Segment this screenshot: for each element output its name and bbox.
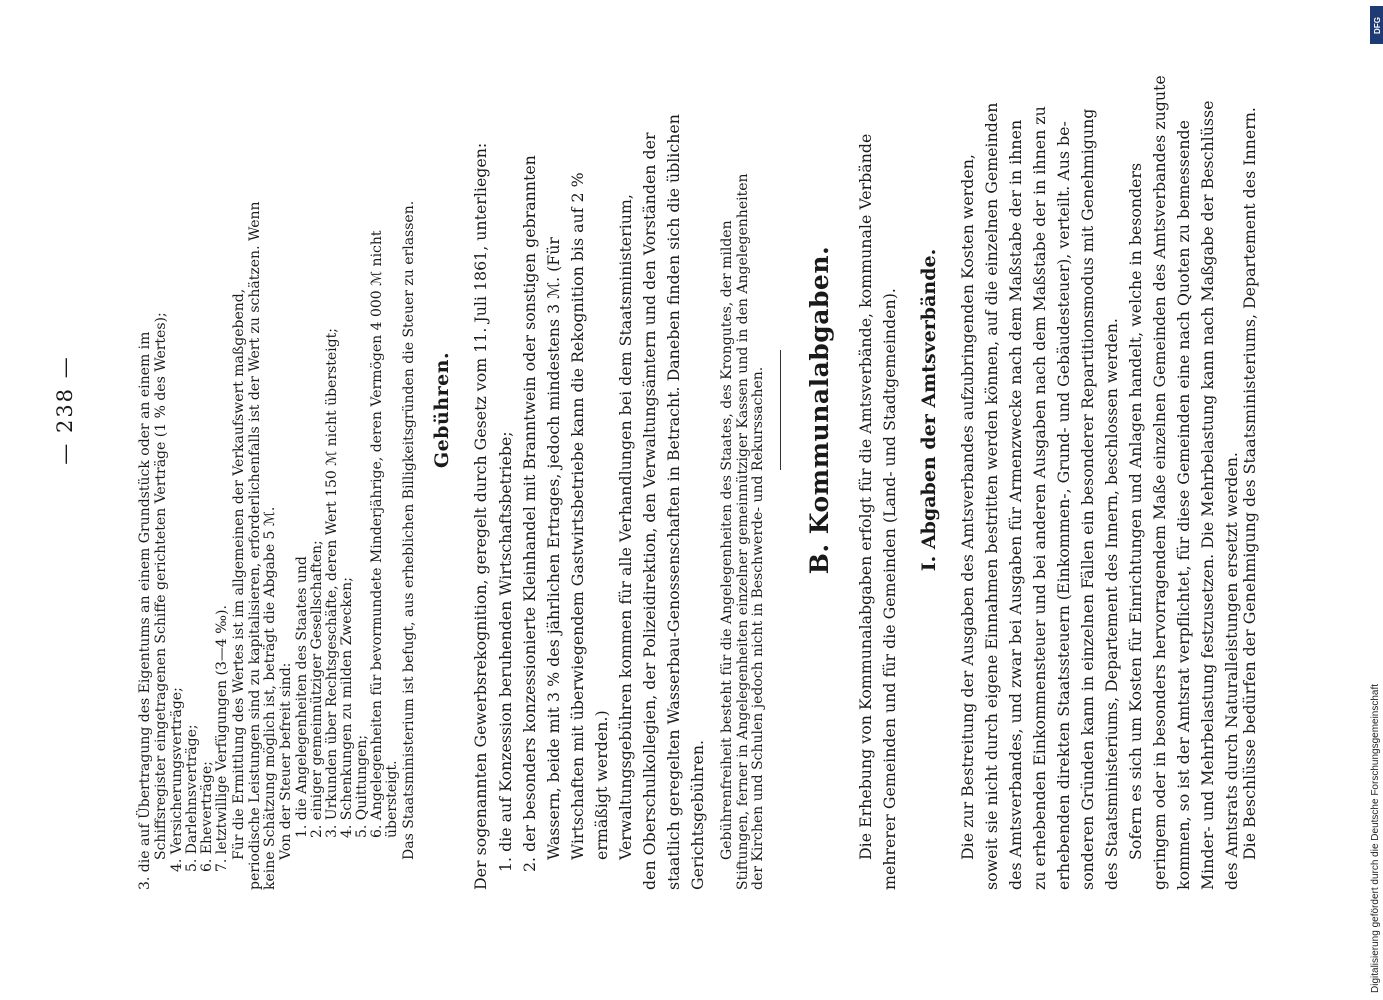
- text-line: 6. Angelegenheiten für bevormundete Minderjährige, deren Vermögen 4 000 ℳ nicht: [369, 230, 385, 838]
- text-line: Die Erhebung von Kommunalabgaben erfolgt für die Amtsverbände, kommunale Verbände: [856, 133, 875, 860]
- text-line: keine Schätzung möglich ist, beträgt die Abgabe 5 ℳ.: [262, 506, 278, 890]
- text-line: staatlich geregelten Wasserbau-Genossenschaften in Betracht. Daneben finden sich die üblichen: [664, 114, 683, 890]
- section-heading-kommunalabgaben: B. Kommunalabgaben.: [805, 245, 834, 575]
- text-line: 3. Urkunden über Rechtsgeschäfte, deren Wert 150 ℳ nicht übersteigt;: [324, 328, 340, 838]
- text-line: Gerichtsgebühren.: [688, 739, 707, 890]
- text-line: Die Beschlüsse bedürfen der Genehmigung des Staatsministeriums, Departement des Innern.: [1240, 107, 1259, 860]
- digitization-credit: [1366, 8, 1383, 998]
- section-heading-amtsverbaende: I. Abgaben der Amtsverbände.: [918, 248, 940, 572]
- text-line: den Oberschulkollegien, der Polizeidirektion, den Verwaltungsämtern und den Vorständen der: [640, 132, 659, 890]
- text-line: Der sogenannten Gewerbsrekognition, geregelt durch Gesetz vom 11. Juli 1861, unterliegen:: [471, 142, 490, 890]
- text-line: 6. Eheverträge;: [199, 761, 215, 872]
- text-line: Von der Steuer befreit sind:: [278, 662, 294, 860]
- page-number: — 238 —: [53, 355, 77, 465]
- text-line: 3. die auf Übertragung des Eigentums an einem Grundstück oder an einem im: [137, 331, 153, 890]
- text-line: Sofern es sich um Kosten für Einrichtungen und Anlagen handelt, welche in besonders: [1126, 162, 1145, 860]
- text-line: zu erhebenden Einkommensteuer und bei anderen Ausgaben nach dem Maßstabe der in ihnen zu: [1030, 106, 1049, 890]
- section-heading-gebuehren: Gebühren.: [431, 351, 453, 469]
- text-line: soweit sie nicht durch eigene Einnahmen bestritten werden können, auf die einzelnen Gemeinden: [982, 102, 1001, 890]
- text-line: übersteigt.: [384, 760, 400, 838]
- text-line: 7. letztwillige Verfügungen (3—4 ‰).: [214, 605, 230, 872]
- text-line: sonderen Gründen kann in einzelnen Fällen ein besonderer Repartitionsmodus mit Genehmigung: [1078, 108, 1097, 890]
- text-line-small: Gebührenfreiheit besteht für die Angelegenheiten des Staates, des Krongutes, der milden: [719, 220, 735, 860]
- text-line: des Amtsverbandes, und zwar bei Ausgaben für Armenzwecke nach dem Maßstabe der in ihnen: [1006, 119, 1025, 890]
- text-line: kommen, so ist der Amtsrat verpflichtet, für diese Gemeinden eine nach Quoten zu bemessende: [1174, 120, 1193, 890]
- text-line: Schiffsregister eingetragenen Schiffe gerichteten Verträge (1 % des Wertes);: [153, 312, 169, 860]
- dfg-logo-text: DFG: [1372, 16, 1382, 34]
- text-line: Die zur Bestreitung der Ausgaben des Amtsverbandes aufzubringenden Kosten werden,: [958, 154, 977, 860]
- text-line: des Staatsministeriums, Departement des Innern, beschlossen werden.: [1102, 318, 1121, 890]
- text-line: geringem oder in besonders hervorragendem Maße einzelnen Gemeinden des Amtsverbandes zugute: [1150, 75, 1169, 890]
- divider-rule: [780, 350, 781, 470]
- text-line-small: der Kirchen und Schulen jedoch nicht in Beschwerde- und Rekurssachen.: [750, 366, 766, 890]
- text-line: ermäßigt werden.): [592, 710, 611, 860]
- text-line: 1. die Angelegenheiten des Staates und: [294, 556, 310, 838]
- text-line: mehrerer Gemeinden und für die Gemeinden (Land- und Stadtgemeinden).: [880, 288, 899, 890]
- text-line-small: Stiftungen, ferner in Angelegenheiten einzelner gemeinnütziger Kassen und in den Angelegenheiten: [735, 173, 751, 890]
- text-line: 2. einiger gemeinnütziger Gesellschaften;: [309, 540, 325, 838]
- rotated-book-page: [53, 0, 1260, 890]
- text-line: 1. die auf Konzession beruhenden Wirtschaftsbetriebe;: [496, 431, 515, 872]
- text-line: Das Staatsministerium ist befugt, aus erheblichen Billigkeitsgründen die Steuer zu erlassen.: [401, 200, 417, 860]
- credit-text: Digitalisierung gefördert durch die Deutsche Forschungsgemeinschaft: [1370, 683, 1381, 993]
- text-line: 5. Quittungen;: [354, 734, 370, 838]
- text-line: Minder- und Mehrbelastung festzusetzen. Die Mehrbelastung kann nach Maßgabe der Beschlüsse: [1198, 100, 1217, 890]
- text-line: 2. der besonders konzessionierte Kleinhandel mit Branntwein oder sonstigen gebrannten: [520, 155, 539, 872]
- text-line: 4. Schenkungen zu milden Zwecken;: [339, 577, 355, 838]
- text-line: Wassern, beide mit 3 % des jährlichen Ertrages, jedoch mindestens 3 ℳ. (Für: [544, 237, 563, 860]
- text-line: Wirtschaften mit überwiegendem Gastwirtsbetriebe kann die Rekognition bis auf 2 %: [568, 172, 587, 860]
- text-line: periodische Leistungen sind zu kapitalisieren, erforderlichenfalls ist der Wert zu schätzen. Wenn: [247, 201, 263, 890]
- text-line: des Amtsrats durch Naturalleistungen ersetzt werden.: [1222, 452, 1241, 890]
- text-line: Für die Ermittlung des Wertes ist im allgemeinen der Verkaufswert maßgebend,: [231, 288, 247, 860]
- text-line: erhebenden direkten Staatssteuern (Einkommen-, Grund- und Gebäudesteuer), verteilt. Aus be-: [1054, 121, 1073, 890]
- text-line: 5. Darlehnsverträge;: [184, 724, 200, 872]
- text-line: 4. Versicherungsverträge;: [169, 687, 185, 872]
- text-line: Verwaltungsgebühren kommen für alle Verhandlungen bei dem Staatsministerium,: [616, 194, 635, 860]
